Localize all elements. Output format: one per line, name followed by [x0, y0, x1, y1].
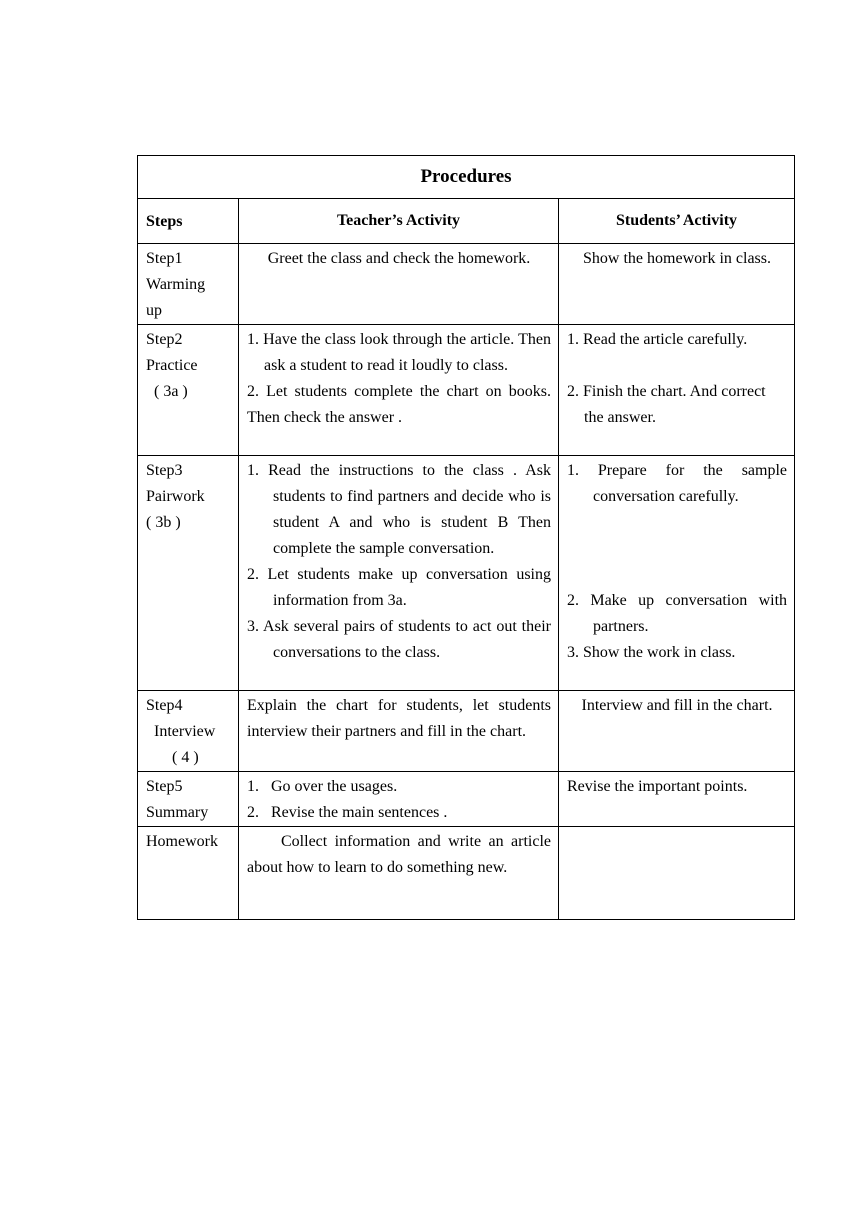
step-cell [138, 456, 239, 691]
teacher-activity-item: 2. Revise the main sentences . [247, 804, 448, 821]
step-line: up [146, 302, 162, 319]
step-line: Step1 [146, 250, 183, 267]
teacher-activity-cell [239, 691, 559, 772]
students-activity-cell [559, 691, 795, 772]
step-line: Step2 [146, 331, 183, 348]
students-activity-cell [559, 325, 795, 456]
step-line: Interview [154, 723, 216, 740]
title-row [138, 156, 795, 199]
header-steps: Steps [138, 199, 239, 244]
teacher-activity-item: 3. Ask several pairs of students to act out their conversations to the class. [247, 618, 551, 661]
students-activity-cell [559, 456, 795, 691]
teacher-activity-cell [239, 456, 559, 691]
teacher-activity-cell [239, 827, 559, 920]
table-row [138, 772, 795, 827]
table-title: Procedures [138, 156, 795, 199]
students-activity-item: 1. Prepare for the sample conversation carefully. [567, 462, 788, 505]
teacher-activity-item: 1. Have the class look through the article. Then ask a student to read it loudly to class. [247, 331, 551, 374]
step-cell [138, 827, 239, 920]
table-row [138, 456, 795, 691]
teacher-activity-item: 1. Read the instructions to the class . Ask students to find partners and decide who is student A and who is student B Then complete the sample conversation. [247, 462, 551, 557]
step-line: Practice [146, 357, 198, 374]
teacher-activity-text: Explain the chart for students, let students interview their partners and fill in the chart. [247, 697, 551, 740]
teacher-activity-cell [239, 772, 559, 827]
step-line: Pairwork [146, 488, 205, 505]
header-students-activity: Students’ Activity [559, 199, 795, 244]
teacher-activity-cell [239, 325, 559, 456]
table-row [138, 827, 795, 920]
step-line: Warming [146, 276, 206, 293]
step-line: Homework [146, 833, 218, 850]
step-cell [138, 244, 239, 325]
header-row [138, 199, 795, 244]
step-cell [138, 691, 239, 772]
table-row [138, 244, 795, 325]
students-activity-item: 1. Read the article carefully. [567, 331, 748, 348]
step-line: ( 3b ) [146, 514, 181, 531]
step-line: Step4 [146, 697, 183, 714]
students-activity-cell [559, 772, 795, 827]
step-line: Step3 [146, 462, 183, 479]
students-activity-text: Interview and fill in the chart. [581, 697, 773, 714]
students-activity-item: 3. Show the work in class. [567, 644, 736, 661]
teacher-activity-text: Collect information and write an article about how to learn to do something new. [247, 833, 551, 876]
students-activity-item: 2. Make up conversation with partners. [567, 592, 788, 635]
students-activity-cell [559, 827, 795, 920]
teacher-activity-item: 2. Let students complete the chart on books. Then check the answer . [247, 383, 551, 426]
table-row [138, 325, 795, 456]
teacher-activity-item: 2. Let students make up conversation using information from 3a. [247, 566, 551, 609]
students-activity-text: Revise the important points. [567, 778, 748, 795]
procedures-table [137, 155, 795, 920]
step-line: ( 3a ) [154, 383, 188, 400]
teacher-activity-item: 1. Go over the usages. [247, 778, 398, 795]
step-line: ( 4 ) [172, 749, 199, 766]
header-teacher-activity: Teacher’s Activity [239, 199, 559, 244]
students-activity-cell [559, 244, 795, 325]
teacher-activity-text: Greet the class and check the homework. [267, 250, 531, 267]
step-cell [138, 772, 239, 827]
step-line: Step5 [146, 778, 183, 795]
step-cell [138, 325, 239, 456]
students-activity-text: Show the homework in class. [583, 250, 771, 267]
students-activity-item: 2. Finish the chart. And correct the answer. [567, 383, 766, 426]
step-line: Summary [146, 804, 209, 821]
teacher-activity-cell [239, 244, 559, 325]
table-row [138, 691, 795, 772]
